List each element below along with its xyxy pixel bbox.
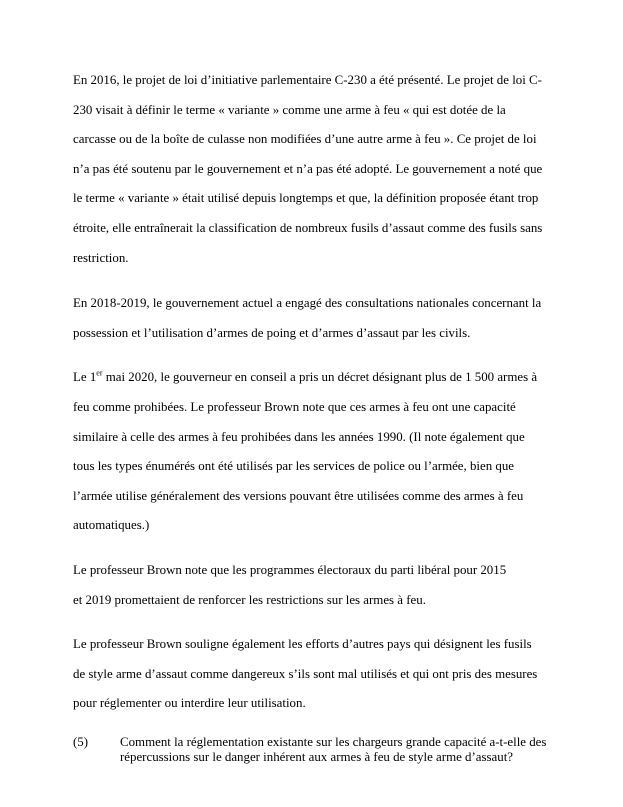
- paragraph-electoral-platforms: [73, 556, 548, 615]
- text-line: le terme « variante » était utilisé depuis longtemps et que, la définition proposée étant trop: [73, 191, 539, 206]
- text-fragment: Le 1: [73, 370, 97, 385]
- question-text: Comment la réglementation existante sur les chargeurs grande capacité a-t-elle des répercussions sur le danger inhérent aux armes à feu de style arme d’assaut?: [120, 734, 547, 764]
- text-line: Le professeur Brown note que les programmes électoraux du parti libéral pour 2015: [73, 562, 507, 577]
- text-line: [73, 363, 548, 393]
- question-number: (5): [73, 734, 89, 749]
- text-line: tous les types énumérés ont été utilisés par les services de police ou l’armée, bien que: [73, 459, 515, 474]
- text-line: restriction.: [73, 250, 129, 265]
- paragraph-consultations: [73, 289, 548, 348]
- text-line: feu comme prohibées. Le professeur Brown note que ces armes à feu ont une capacité: [73, 399, 516, 414]
- text-line: n’a pas été soutenu par le gouvernement et n’a pas été adopté. Le gouvernement a noté que: [73, 161, 543, 176]
- paragraph-may-2020-decree: [73, 363, 548, 541]
- text-line: étroite, elle entraînerait la classification de nombreux fusils d’assaut comme des fusils sans: [73, 220, 543, 235]
- text-line: de style arme d’assaut comme dangereux s’ils sont mal utilisés et qui ont pris des mesures: [73, 666, 538, 681]
- question-5: [73, 735, 548, 765]
- paragraph-other-countries: [73, 630, 548, 719]
- document-page: [73, 66, 548, 765]
- ordinal-superscript: er: [96, 369, 103, 379]
- text-line: et 2019 promettaient de renforcer les restrictions sur les armes à feu.: [73, 592, 426, 607]
- text-line: possession et l’utilisation d’armes de poing et d’armes d’assaut par les civils.: [73, 325, 471, 340]
- paragraph-bill-c230: [73, 66, 548, 273]
- text-line: carcasse ou de la boîte de culasse non modifiées d’une autre arme à feu ». Ce projet de loi: [73, 132, 537, 147]
- text-fragment: mai 2020, le gouverneur en conseil a pris un décret désignant plus de 1 500 armes à: [102, 370, 538, 385]
- text-line: Le professeur Brown souligne également les efforts d’autres pays qui désignent les fusils: [73, 637, 532, 652]
- text-line: l’armée utilise généralement des versions pouvant être utilisées comme des armes à feu: [73, 488, 524, 503]
- text-line: similaire à celle des armes à feu prohibées dans les années 1990. (Il note également que: [73, 429, 525, 444]
- text-line: 230 visait à définir le terme « variante » comme une arme à feu « qui est dotée de la: [73, 102, 506, 117]
- text-line: automatiques.): [73, 518, 150, 533]
- text-line: pour réglementer ou interdire leur utilisation.: [73, 696, 306, 711]
- text-line: En 2016, le projet de loi d’initiative parlementaire C-230 a été présenté. Le projet de loi C-: [73, 73, 542, 87]
- text-line: En 2018-2019, le gouvernement actuel a engagé des consultations nationales concernant la: [73, 296, 542, 311]
